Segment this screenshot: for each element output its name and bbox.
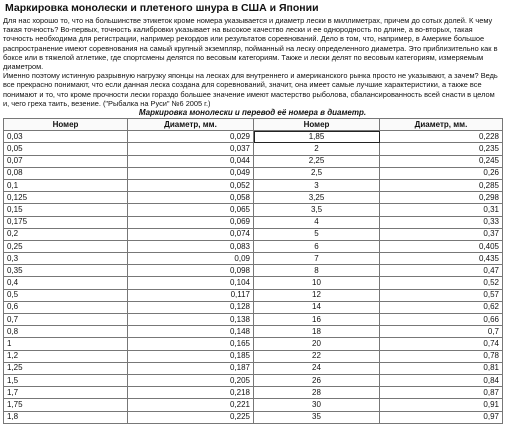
cell-number-right: 8 bbox=[254, 265, 380, 277]
cell-number-left: 0,125 bbox=[4, 192, 128, 204]
cell-diameter-left: 0,205 bbox=[128, 374, 254, 386]
table-body bbox=[4, 131, 503, 424]
cell-number-right: 3,5 bbox=[254, 204, 380, 216]
cell-number-right: 7 bbox=[254, 253, 380, 265]
table-row bbox=[4, 314, 503, 326]
cell-number-right: 20 bbox=[254, 338, 380, 350]
cell-diameter-right: 0,78 bbox=[380, 350, 503, 362]
cell-number-left: 0,08 bbox=[4, 167, 128, 179]
table-caption: Маркировка монолески и перевод её номера в диаметр. bbox=[138, 108, 367, 118]
cell-diameter-right: 0,52 bbox=[380, 277, 503, 289]
cell-number-right: 2 bbox=[254, 143, 380, 155]
cell-diameter-right: 0,81 bbox=[380, 362, 503, 374]
cell-diameter-right: 0,26 bbox=[380, 167, 503, 179]
second-paragraph: Именно поэтому истинную разрывную нагрузку японцы на лесках для внутреннего и американского рынка просто не указывают, а зачем? Ведь все прекрасно понимают, что если данная леска создана для соревнований, значит, она имеет самые лучшие характеристики, а также все понимают и то, что кроме прочности лески гораздо большее значение имеют мастерство рыболова, сбалансированность всей снасти в целом и, чего греха таить, везение. ("Рыбалка на Руси" №6 2005 г.) bbox=[3, 71, 498, 108]
table-row bbox=[4, 167, 503, 179]
cell-diameter-left: 0,049 bbox=[128, 167, 254, 179]
cell-diameter-left: 0,221 bbox=[128, 399, 254, 411]
cell-diameter-left: 0,187 bbox=[128, 362, 254, 374]
table-row bbox=[4, 204, 503, 216]
table-row bbox=[4, 253, 503, 265]
table-row bbox=[4, 338, 503, 350]
cell-number-left: 0,2 bbox=[4, 228, 128, 240]
table-row bbox=[4, 216, 503, 228]
cell-diameter-right: 0,298 bbox=[380, 192, 503, 204]
table-row bbox=[4, 131, 503, 143]
cell-diameter-right: 0,62 bbox=[380, 301, 503, 313]
table-row bbox=[4, 179, 503, 191]
cell-number-left: 1,8 bbox=[4, 411, 128, 423]
table-row bbox=[4, 362, 503, 374]
table-row bbox=[4, 240, 503, 252]
cell-number-left: 0,05 bbox=[4, 143, 128, 155]
cell-diameter-right: 0,405 bbox=[380, 240, 503, 252]
table-row bbox=[4, 289, 503, 301]
cell-diameter-right: 0,7 bbox=[380, 326, 503, 338]
cell-diameter-right: 0,97 bbox=[380, 411, 503, 423]
cell-diameter-left: 0,069 bbox=[128, 216, 254, 228]
cell-number-left: 1 bbox=[4, 338, 128, 350]
table-row bbox=[4, 143, 503, 155]
cell-number-left: 1,5 bbox=[4, 374, 128, 386]
conversion-table bbox=[3, 118, 503, 424]
cell-number-left: 1,75 bbox=[4, 399, 128, 411]
cell-number-right: 5 bbox=[254, 228, 380, 240]
table-header-row bbox=[4, 119, 503, 131]
cell-number-left: 0,07 bbox=[4, 155, 128, 167]
table-row bbox=[4, 301, 503, 313]
cell-diameter-left: 0,128 bbox=[128, 301, 254, 313]
cell-diameter-right: 0,31 bbox=[380, 204, 503, 216]
cell-number-right: 26 bbox=[254, 374, 380, 386]
table-row bbox=[4, 399, 503, 411]
cell-diameter-left: 0,029 bbox=[128, 131, 254, 143]
cell-number-left: 0,25 bbox=[4, 240, 128, 252]
header-diameter-left: Диаметр, мм. bbox=[128, 119, 254, 131]
cell-number-right: 12 bbox=[254, 289, 380, 301]
cell-diameter-right: 0,84 bbox=[380, 374, 503, 386]
cell-diameter-left: 0,225 bbox=[128, 411, 254, 423]
cell-number-left: 0,175 bbox=[4, 216, 128, 228]
cell-number-right: 16 bbox=[254, 314, 380, 326]
header-number-right: Номер bbox=[254, 119, 380, 131]
cell-diameter-left: 0,074 bbox=[128, 228, 254, 240]
cell-number-right: 14 bbox=[254, 301, 380, 313]
cell-number-left: 0,8 bbox=[4, 326, 128, 338]
cell-number-left: 1,7 bbox=[4, 387, 128, 399]
table-row bbox=[4, 411, 503, 423]
cell-number-left: 0,03 bbox=[4, 131, 128, 143]
cell-diameter-left: 0,148 bbox=[128, 326, 254, 338]
cell-diameter-left: 0,218 bbox=[128, 387, 254, 399]
cell-diameter-left: 0,058 bbox=[128, 192, 254, 204]
cell-number-right: 2,25 bbox=[254, 155, 380, 167]
cell-diameter-left: 0,037 bbox=[128, 143, 254, 155]
cell-diameter-left: 0,083 bbox=[128, 240, 254, 252]
cell-diameter-left: 0,117 bbox=[128, 289, 254, 301]
cell-number-right: 30 bbox=[254, 399, 380, 411]
cell-number-right: 3,25 bbox=[254, 192, 380, 204]
cell-diameter-right: 0,235 bbox=[380, 143, 503, 155]
cell-diameter-left: 0,098 bbox=[128, 265, 254, 277]
cell-number-left: 0,1 bbox=[4, 179, 128, 191]
cell-number-right: 28 bbox=[254, 387, 380, 399]
cell-number-right: 2,5 bbox=[254, 167, 380, 179]
table-row bbox=[4, 228, 503, 240]
header-number-left: Номер bbox=[4, 119, 128, 131]
cell-number-right: 6 bbox=[254, 240, 380, 252]
cell-diameter-left: 0,09 bbox=[128, 253, 254, 265]
cell-diameter-left: 0,138 bbox=[128, 314, 254, 326]
cell-diameter-right: 0,74 bbox=[380, 338, 503, 350]
cell-number-left: 0,35 bbox=[4, 265, 128, 277]
cell-diameter-right: 0,66 bbox=[380, 314, 503, 326]
table-row bbox=[4, 374, 503, 386]
cell-diameter-right: 0,33 bbox=[380, 216, 503, 228]
cell-diameter-right: 0,285 bbox=[380, 179, 503, 191]
intro-paragraph: Для нас хорошо то, что на большинстве этикеток кроме номера указывается и диаметр лески в миллиметрах, причем до сотых долей. К чему такая точность? Во-первых, точность калибровки указывает на высокое качество лески и ее однородность по длине, а во-вторых, такая точность необходима для регистрации, например рекордов или результатов соревнований. Дело в том, что, например, в Америке большое распространение имеют соревнования на самый крупный экземпляр, пойманный на леску определенного диаметра. Это приблизительно как в боксе или в тяжелой атлетике, где спортсмены делятся по весовым категориям. Также и лески делят по весовым категориям, измеряемым диаметром. bbox=[3, 16, 498, 72]
cell-diameter-left: 0,165 bbox=[128, 338, 254, 350]
cell-number-right: 3 bbox=[254, 179, 380, 191]
cell-number-right: 18 bbox=[254, 326, 380, 338]
page-title: Маркировка монолески и плетеного шнура в США и Японии bbox=[5, 2, 319, 14]
table-row bbox=[4, 155, 503, 167]
cell-number-left: 0,15 bbox=[4, 204, 128, 216]
cell-diameter-right: 0,228 bbox=[380, 131, 503, 143]
table-row bbox=[4, 350, 503, 362]
cell-diameter-right: 0,435 bbox=[380, 253, 503, 265]
cell-number-right: 1,85 bbox=[254, 131, 380, 143]
cell-number-left: 0,6 bbox=[4, 301, 128, 313]
cell-number-right: 35 bbox=[254, 411, 380, 423]
cell-number-left: 0,5 bbox=[4, 289, 128, 301]
cell-number-right: 10 bbox=[254, 277, 380, 289]
cell-diameter-right: 0,91 bbox=[380, 399, 503, 411]
cell-number-right: 24 bbox=[254, 362, 380, 374]
cell-number-left: 0,7 bbox=[4, 314, 128, 326]
table-row bbox=[4, 265, 503, 277]
cell-diameter-right: 0,245 bbox=[380, 155, 503, 167]
cell-diameter-left: 0,052 bbox=[128, 179, 254, 191]
table-row bbox=[4, 387, 503, 399]
cell-diameter-right: 0,87 bbox=[380, 387, 503, 399]
table-row bbox=[4, 326, 503, 338]
cell-number-right: 4 bbox=[254, 216, 380, 228]
header-diameter-right: Диаметр, мм. bbox=[380, 119, 503, 131]
cell-diameter-left: 0,065 bbox=[128, 204, 254, 216]
cell-diameter-right: 0,57 bbox=[380, 289, 503, 301]
cell-diameter-left: 0,185 bbox=[128, 350, 254, 362]
table-row bbox=[4, 277, 503, 289]
table-row bbox=[4, 192, 503, 204]
cell-diameter-right: 0,47 bbox=[380, 265, 503, 277]
cell-diameter-left: 0,044 bbox=[128, 155, 254, 167]
cell-number-left: 1,2 bbox=[4, 350, 128, 362]
cell-number-right: 22 bbox=[254, 350, 380, 362]
cell-number-left: 1,25 bbox=[4, 362, 128, 374]
cell-number-left: 0,3 bbox=[4, 253, 128, 265]
cell-diameter-left: 0,104 bbox=[128, 277, 254, 289]
cell-diameter-right: 0,37 bbox=[380, 228, 503, 240]
cell-number-left: 0,4 bbox=[4, 277, 128, 289]
